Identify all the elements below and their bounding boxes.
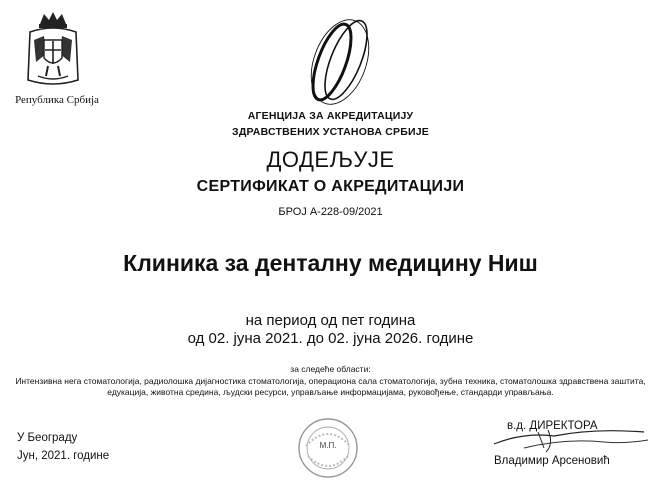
republic-label: Република Србија	[15, 94, 99, 106]
issue-date: Јун, 2021. године	[17, 450, 110, 462]
agency-oval-logo-icon	[288, 12, 388, 108]
institution-name: Клиника за денталну медицину Ниш	[123, 250, 538, 276]
serbian-coat-of-arms-icon	[24, 10, 82, 90]
director-name: Владимир Арсеновић	[494, 455, 610, 467]
areas-label: за следеће области:	[290, 364, 371, 374]
areas-list: Интензивна нега стоматологија, радиолошка дијагностика стоматологија, операциона сала стоматологија, зубна техника, стоматолошка здравствена заштита, едукација, животна средина, људски ресурси, управљање информацијама, руковођење, стандарди управљања.	[15, 376, 646, 397]
period-duration: на период од пет година	[245, 312, 416, 329]
agency-name-line2: ЗДРАВСТВЕНИХ УСТАНОВА СРБИЈЕ	[232, 126, 429, 138]
certificate-title: СЕРТИФИКАТ О АКРЕДИТАЦИЈИ	[196, 178, 465, 195]
stamp-label: М.П.	[319, 441, 337, 450]
agency-name-line1: АГЕНЦИЈА ЗА АКРЕДИТАЦИЈУ	[247, 110, 414, 122]
period-dates: од 02. јуна 2021. до 02. јуна 2026. године	[187, 330, 474, 347]
certificate-number: БРОЈ А-228-09/2021	[278, 206, 383, 218]
grants-heading: ДОДЕЉУЈЕ	[266, 147, 395, 172]
director-title: в.д. ДИРЕКТОРА	[507, 420, 598, 432]
issue-place: У Београду	[17, 432, 78, 444]
